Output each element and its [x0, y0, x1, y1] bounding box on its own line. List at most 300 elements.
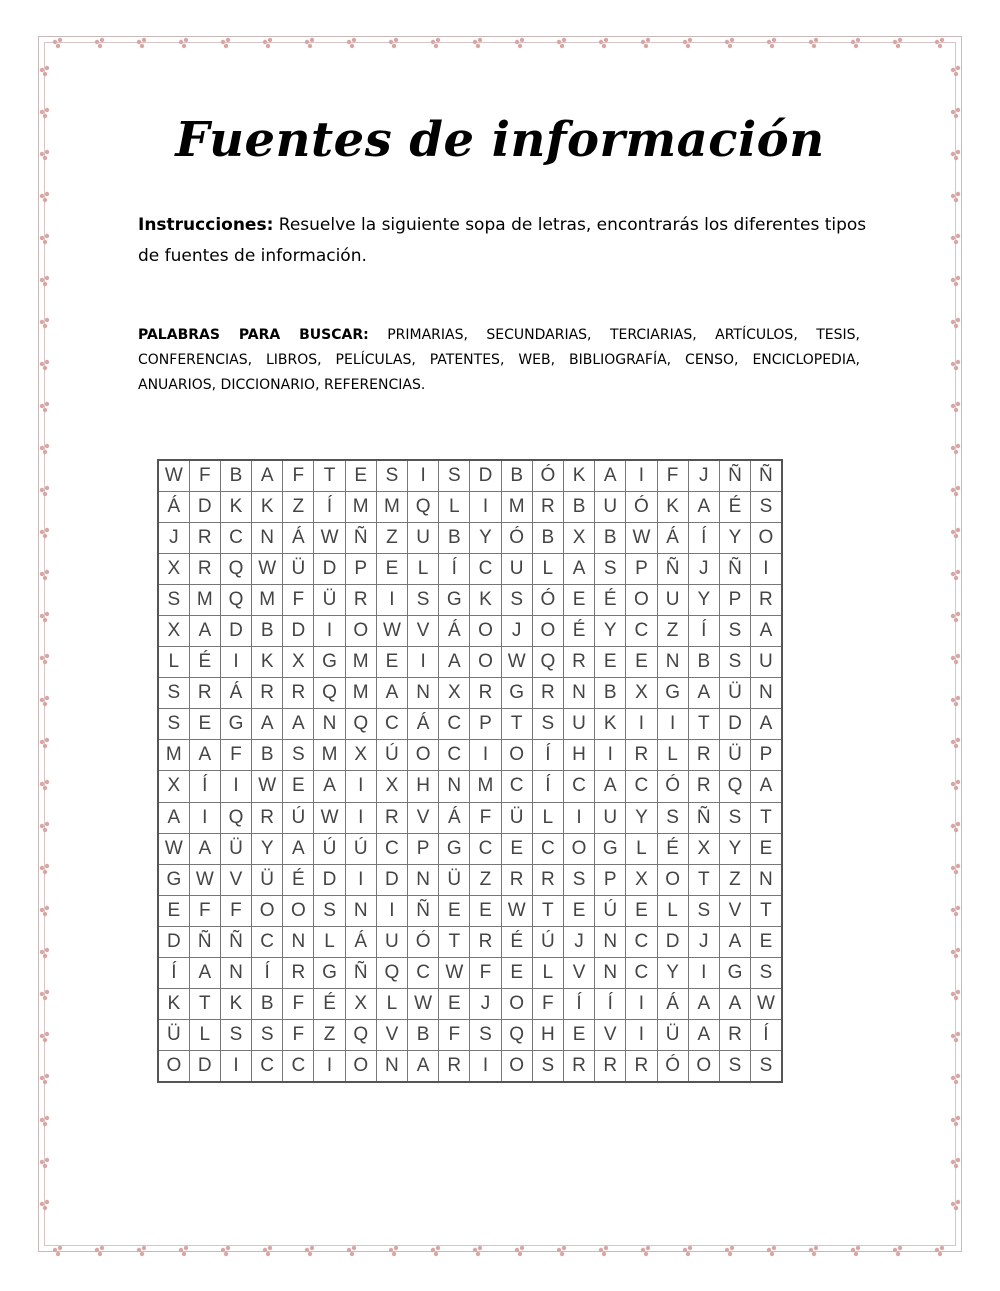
grid-cell[interactable]: N	[595, 926, 626, 957]
grid-cell[interactable]: O	[626, 584, 657, 615]
grid-cell[interactable]: Ó	[501, 522, 532, 553]
grid-cell[interactable]: I	[408, 647, 439, 678]
grid-cell[interactable]: C	[252, 1051, 283, 1082]
grid-cell[interactable]: G	[719, 958, 750, 989]
grid-cell[interactable]: L	[158, 647, 189, 678]
grid-cell[interactable]: Q	[719, 771, 750, 802]
grid-cell[interactable]: Ñ	[345, 958, 376, 989]
grid-cell[interactable]: M	[345, 678, 376, 709]
grid-cell[interactable]: T	[189, 989, 220, 1020]
grid-cell[interactable]: R	[252, 802, 283, 833]
grid-cell[interactable]: S	[751, 1051, 782, 1082]
grid-cell[interactable]: T	[751, 895, 782, 926]
grid-cell[interactable]: Q	[408, 491, 439, 522]
grid-cell[interactable]: Ü	[314, 584, 345, 615]
grid-cell[interactable]: M	[314, 740, 345, 771]
grid-cell[interactable]: F	[657, 460, 688, 491]
grid-cell[interactable]: Ñ	[719, 553, 750, 584]
grid-cell[interactable]: Ú	[532, 926, 563, 957]
grid-cell[interactable]: I	[563, 802, 594, 833]
grid-cell[interactable]: S	[719, 615, 750, 646]
grid-cell[interactable]: Q	[376, 958, 407, 989]
grid-cell[interactable]: T	[532, 895, 563, 926]
grid-cell[interactable]: Z	[376, 522, 407, 553]
grid-cell[interactable]: P	[408, 833, 439, 864]
grid-cell[interactable]: G	[158, 864, 189, 895]
grid-cell[interactable]: E	[345, 460, 376, 491]
grid-cell[interactable]: F	[220, 740, 251, 771]
grid-cell[interactable]: I	[751, 553, 782, 584]
grid-cell[interactable]: S	[501, 584, 532, 615]
grid-cell[interactable]: Q	[220, 553, 251, 584]
grid-cell[interactable]: Ú	[283, 802, 314, 833]
grid-cell[interactable]: D	[376, 864, 407, 895]
grid-cell[interactable]: A	[189, 740, 220, 771]
grid-cell[interactable]: E	[283, 771, 314, 802]
grid-cell[interactable]: C	[439, 709, 470, 740]
grid-cell[interactable]: R	[595, 1051, 626, 1082]
grid-cell[interactable]: Q	[532, 647, 563, 678]
grid-cell[interactable]: F	[283, 1020, 314, 1051]
grid-cell[interactable]: S	[595, 553, 626, 584]
grid-cell[interactable]: F	[220, 895, 251, 926]
grid-cell[interactable]: S	[439, 460, 470, 491]
grid-cell[interactable]: O	[532, 615, 563, 646]
grid-cell[interactable]: Z	[470, 864, 501, 895]
grid-cell[interactable]: Y	[719, 522, 750, 553]
grid-cell[interactable]: W	[189, 864, 220, 895]
grid-cell[interactable]: G	[220, 709, 251, 740]
grid-cell[interactable]: R	[283, 678, 314, 709]
grid-cell[interactable]: A	[283, 709, 314, 740]
grid-cell[interactable]: A	[252, 460, 283, 491]
grid-cell[interactable]: D	[158, 926, 189, 957]
grid-cell[interactable]: B	[220, 460, 251, 491]
grid-cell[interactable]: E	[501, 958, 532, 989]
grid-cell[interactable]: Á	[345, 926, 376, 957]
grid-cell[interactable]: E	[376, 647, 407, 678]
grid-cell[interactable]: U	[501, 553, 532, 584]
grid-cell[interactable]: K	[252, 647, 283, 678]
grid-cell[interactable]: Á	[657, 989, 688, 1020]
grid-cell[interactable]: E	[501, 833, 532, 864]
grid-cell[interactable]: I	[470, 1051, 501, 1082]
grid-cell[interactable]: G	[439, 584, 470, 615]
grid-cell[interactable]: C	[252, 926, 283, 957]
grid-cell[interactable]: O	[563, 833, 594, 864]
grid-cell[interactable]: Y	[470, 522, 501, 553]
grid-cell[interactable]: N	[220, 958, 251, 989]
grid-cell[interactable]: S	[408, 584, 439, 615]
grid-cell[interactable]: R	[626, 740, 657, 771]
grid-cell[interactable]: É	[657, 833, 688, 864]
grid-cell[interactable]: Ñ	[189, 926, 220, 957]
grid-cell[interactable]: D	[220, 615, 251, 646]
grid-cell[interactable]: Ü	[220, 833, 251, 864]
grid-cell[interactable]: R	[501, 864, 532, 895]
grid-cell[interactable]: L	[657, 895, 688, 926]
grid-cell[interactable]: N	[595, 958, 626, 989]
grid-cell[interactable]: P	[470, 709, 501, 740]
grid-cell[interactable]: F	[283, 989, 314, 1020]
grid-cell[interactable]: Y	[719, 833, 750, 864]
grid-cell[interactable]: I	[376, 584, 407, 615]
grid-cell[interactable]: T	[751, 802, 782, 833]
grid-cell[interactable]: X	[283, 647, 314, 678]
grid-cell[interactable]: Á	[158, 491, 189, 522]
grid-cell[interactable]: Ú	[376, 740, 407, 771]
grid-cell[interactable]: É	[501, 926, 532, 957]
grid-cell[interactable]: Í	[158, 958, 189, 989]
grid-cell[interactable]: C	[501, 771, 532, 802]
grid-cell[interactable]: Í	[532, 740, 563, 771]
grid-cell[interactable]: W	[751, 989, 782, 1020]
grid-cell[interactable]: R	[252, 678, 283, 709]
grid-cell[interactable]: I	[470, 491, 501, 522]
grid-cell[interactable]: H	[563, 740, 594, 771]
grid-cell[interactable]: C	[376, 833, 407, 864]
grid-cell[interactable]: S	[719, 802, 750, 833]
grid-cell[interactable]: Ó	[657, 1051, 688, 1082]
grid-cell[interactable]: R	[563, 647, 594, 678]
grid-cell[interactable]: G	[314, 647, 345, 678]
grid-cell[interactable]: Z	[283, 491, 314, 522]
grid-cell[interactable]: W	[314, 802, 345, 833]
grid-cell[interactable]: L	[657, 740, 688, 771]
grid-cell[interactable]: G	[314, 958, 345, 989]
grid-cell[interactable]: I	[189, 802, 220, 833]
grid-cell[interactable]: E	[751, 833, 782, 864]
grid-cell[interactable]: O	[158, 1051, 189, 1082]
grid-cell[interactable]: B	[563, 491, 594, 522]
grid-cell[interactable]: D	[314, 864, 345, 895]
grid-cell[interactable]: R	[688, 740, 719, 771]
grid-cell[interactable]: D	[470, 460, 501, 491]
grid-cell[interactable]: K	[220, 989, 251, 1020]
grid-cell[interactable]: A	[252, 709, 283, 740]
grid-cell[interactable]: U	[751, 647, 782, 678]
grid-cell[interactable]: E	[470, 895, 501, 926]
grid-cell[interactable]: D	[314, 553, 345, 584]
grid-cell[interactable]: S	[657, 802, 688, 833]
grid-cell[interactable]: B	[595, 522, 626, 553]
grid-cell[interactable]: P	[719, 584, 750, 615]
grid-cell[interactable]: Y	[626, 802, 657, 833]
grid-cell[interactable]: S	[158, 584, 189, 615]
grid-cell[interactable]: S	[376, 460, 407, 491]
grid-cell[interactable]: E	[158, 895, 189, 926]
grid-cell[interactable]: C	[470, 833, 501, 864]
grid-cell[interactable]: A	[751, 709, 782, 740]
grid-cell[interactable]: W	[158, 460, 189, 491]
grid-cell[interactable]: E	[376, 553, 407, 584]
grid-cell[interactable]: M	[470, 771, 501, 802]
grid-cell[interactable]: L	[532, 553, 563, 584]
grid-cell[interactable]: W	[408, 989, 439, 1020]
grid-cell[interactable]: Í	[252, 958, 283, 989]
grid-cell[interactable]: V	[376, 1020, 407, 1051]
grid-cell[interactable]: I	[220, 647, 251, 678]
grid-cell[interactable]: Q	[345, 1020, 376, 1051]
grid-cell[interactable]: E	[595, 647, 626, 678]
grid-cell[interactable]: M	[158, 740, 189, 771]
grid-cell[interactable]: W	[439, 958, 470, 989]
grid-cell[interactable]: G	[501, 678, 532, 709]
grid-cell[interactable]: I	[314, 615, 345, 646]
grid-cell[interactable]: R	[345, 584, 376, 615]
grid-cell[interactable]: A	[751, 615, 782, 646]
grid-cell[interactable]: V	[408, 802, 439, 833]
grid-cell[interactable]: N	[751, 864, 782, 895]
grid-cell[interactable]: B	[688, 647, 719, 678]
grid-cell[interactable]: F	[283, 584, 314, 615]
grid-cell[interactable]: Ü	[719, 740, 750, 771]
grid-cell[interactable]: Z	[719, 864, 750, 895]
grid-cell[interactable]: Ñ	[408, 895, 439, 926]
grid-cell[interactable]: B	[252, 989, 283, 1020]
grid-cell[interactable]: W	[252, 771, 283, 802]
grid-cell[interactable]: C	[532, 833, 563, 864]
grid-cell[interactable]: K	[563, 460, 594, 491]
grid-cell[interactable]: E	[626, 647, 657, 678]
grid-cell[interactable]: T	[314, 460, 345, 491]
grid-cell[interactable]: C	[626, 958, 657, 989]
grid-cell[interactable]: N	[345, 895, 376, 926]
grid-cell[interactable]: E	[439, 989, 470, 1020]
grid-cell[interactable]: Á	[220, 678, 251, 709]
grid-cell[interactable]: A	[439, 647, 470, 678]
grid-cell[interactable]: Ñ	[719, 460, 750, 491]
grid-cell[interactable]: O	[501, 1051, 532, 1082]
grid-cell[interactable]: N	[408, 864, 439, 895]
grid-cell[interactable]: F	[283, 460, 314, 491]
grid-cell[interactable]: N	[563, 678, 594, 709]
grid-cell[interactable]: A	[688, 989, 719, 1020]
grid-cell[interactable]: A	[189, 958, 220, 989]
grid-cell[interactable]: A	[688, 1020, 719, 1051]
grid-cell[interactable]: Y	[688, 584, 719, 615]
grid-cell[interactable]: X	[626, 678, 657, 709]
grid-cell[interactable]: T	[501, 709, 532, 740]
grid-cell[interactable]: O	[501, 989, 532, 1020]
grid-cell[interactable]: Ü	[719, 678, 750, 709]
grid-cell[interactable]: I	[470, 740, 501, 771]
grid-cell[interactable]: A	[376, 678, 407, 709]
grid-cell[interactable]: L	[532, 802, 563, 833]
grid-cell[interactable]: D	[189, 1051, 220, 1082]
grid-cell[interactable]: X	[563, 522, 594, 553]
grid-cell[interactable]: Ü	[439, 864, 470, 895]
grid-cell[interactable]: R	[532, 864, 563, 895]
grid-cell[interactable]: L	[189, 1020, 220, 1051]
grid-cell[interactable]: C	[626, 615, 657, 646]
grid-cell[interactable]: N	[252, 522, 283, 553]
grid-cell[interactable]: M	[376, 491, 407, 522]
grid-cell[interactable]: I	[626, 1020, 657, 1051]
grid-cell[interactable]: X	[158, 615, 189, 646]
grid-cell[interactable]: J	[501, 615, 532, 646]
grid-cell[interactable]: A	[283, 833, 314, 864]
grid-cell[interactable]: B	[252, 615, 283, 646]
grid-cell[interactable]: Ó	[408, 926, 439, 957]
grid-cell[interactable]: É	[283, 864, 314, 895]
grid-cell[interactable]: Á	[408, 709, 439, 740]
grid-cell[interactable]: C	[470, 553, 501, 584]
grid-cell[interactable]: Ó	[532, 460, 563, 491]
grid-cell[interactable]: X	[158, 553, 189, 584]
grid-cell[interactable]: Z	[657, 615, 688, 646]
grid-cell[interactable]: Ü	[501, 802, 532, 833]
grid-cell[interactable]: I	[376, 895, 407, 926]
grid-cell[interactable]: L	[408, 553, 439, 584]
grid-cell[interactable]: E	[563, 1020, 594, 1051]
grid-cell[interactable]: I	[657, 709, 688, 740]
grid-cell[interactable]: R	[532, 678, 563, 709]
grid-cell[interactable]: S	[688, 895, 719, 926]
grid-cell[interactable]: X	[688, 833, 719, 864]
grid-cell[interactable]: Q	[345, 709, 376, 740]
grid-cell[interactable]: M	[345, 647, 376, 678]
grid-cell[interactable]: W	[314, 522, 345, 553]
grid-cell[interactable]: V	[595, 1020, 626, 1051]
grid-cell[interactable]: B	[532, 522, 563, 553]
grid-cell[interactable]: Ü	[158, 1020, 189, 1051]
grid-cell[interactable]: É	[719, 491, 750, 522]
grid-cell[interactable]: U	[595, 491, 626, 522]
grid-cell[interactable]: R	[719, 1020, 750, 1051]
grid-cell[interactable]: O	[345, 615, 376, 646]
grid-cell[interactable]: L	[376, 989, 407, 1020]
grid-cell[interactable]: Í	[189, 771, 220, 802]
grid-cell[interactable]: T	[688, 864, 719, 895]
grid-cell[interactable]: J	[688, 460, 719, 491]
grid-cell[interactable]: N	[314, 709, 345, 740]
grid-cell[interactable]: Ú	[345, 833, 376, 864]
grid-cell[interactable]: A	[688, 491, 719, 522]
grid-cell[interactable]: R	[563, 1051, 594, 1082]
grid-cell[interactable]: V	[408, 615, 439, 646]
grid-cell[interactable]: X	[626, 864, 657, 895]
grid-cell[interactable]: N	[439, 771, 470, 802]
grid-cell[interactable]: C	[563, 771, 594, 802]
grid-cell[interactable]: A	[595, 460, 626, 491]
grid-cell[interactable]: R	[439, 1051, 470, 1082]
grid-cell[interactable]: I	[220, 771, 251, 802]
grid-cell[interactable]: E	[626, 895, 657, 926]
grid-cell[interactable]: R	[626, 1051, 657, 1082]
grid-cell[interactable]: G	[439, 833, 470, 864]
grid-cell[interactable]: I	[626, 709, 657, 740]
grid-cell[interactable]: G	[595, 833, 626, 864]
grid-cell[interactable]: C	[376, 709, 407, 740]
grid-cell[interactable]: X	[345, 740, 376, 771]
grid-cell[interactable]: P	[626, 553, 657, 584]
grid-cell[interactable]: F	[470, 958, 501, 989]
grid-cell[interactable]: B	[501, 460, 532, 491]
grid-cell[interactable]: Ó	[626, 491, 657, 522]
grid-cell[interactable]: O	[751, 522, 782, 553]
grid-cell[interactable]: X	[439, 678, 470, 709]
grid-cell[interactable]: F	[470, 802, 501, 833]
grid-cell[interactable]: V	[220, 864, 251, 895]
grid-cell[interactable]: S	[532, 709, 563, 740]
grid-cell[interactable]: L	[532, 958, 563, 989]
grid-cell[interactable]: B	[408, 1020, 439, 1051]
grid-cell[interactable]: Ó	[532, 584, 563, 615]
grid-cell[interactable]: C	[283, 1051, 314, 1082]
grid-cell[interactable]: Í	[439, 553, 470, 584]
grid-cell[interactable]: C	[439, 740, 470, 771]
grid-cell[interactable]: K	[220, 491, 251, 522]
grid-cell[interactable]: D	[657, 926, 688, 957]
grid-cell[interactable]: W	[158, 833, 189, 864]
grid-cell[interactable]: Í	[688, 615, 719, 646]
grid-cell[interactable]: A	[189, 833, 220, 864]
grid-cell[interactable]: A	[408, 1051, 439, 1082]
grid-cell[interactable]: O	[408, 740, 439, 771]
grid-cell[interactable]: O	[470, 647, 501, 678]
grid-cell[interactable]: C	[220, 522, 251, 553]
grid-cell[interactable]: U	[563, 709, 594, 740]
grid-cell[interactable]: W	[626, 522, 657, 553]
grid-cell[interactable]: R	[376, 802, 407, 833]
grid-cell[interactable]: E	[563, 584, 594, 615]
grid-cell[interactable]: A	[751, 771, 782, 802]
grid-cell[interactable]: Q	[220, 802, 251, 833]
grid-cell[interactable]: S	[283, 740, 314, 771]
grid-cell[interactable]: R	[751, 584, 782, 615]
grid-cell[interactable]: Ñ	[688, 802, 719, 833]
grid-cell[interactable]: R	[688, 771, 719, 802]
grid-cell[interactable]: U	[376, 926, 407, 957]
grid-cell[interactable]: K	[252, 491, 283, 522]
grid-cell[interactable]: Ú	[314, 833, 345, 864]
grid-cell[interactable]: V	[719, 895, 750, 926]
grid-cell[interactable]: X	[158, 771, 189, 802]
grid-cell[interactable]: R	[189, 678, 220, 709]
grid-cell[interactable]: Á	[439, 802, 470, 833]
grid-cell[interactable]: Ü	[657, 1020, 688, 1051]
grid-cell[interactable]: C	[408, 958, 439, 989]
grid-cell[interactable]: S	[719, 647, 750, 678]
grid-cell[interactable]: A	[189, 615, 220, 646]
grid-cell[interactable]: I	[626, 989, 657, 1020]
grid-cell[interactable]: J	[688, 553, 719, 584]
grid-cell[interactable]: Á	[439, 615, 470, 646]
grid-cell[interactable]: L	[439, 491, 470, 522]
grid-cell[interactable]: S	[220, 1020, 251, 1051]
grid-cell[interactable]: S	[252, 1020, 283, 1051]
grid-cell[interactable]: T	[688, 709, 719, 740]
grid-cell[interactable]: Í	[751, 1020, 782, 1051]
grid-cell[interactable]: E	[189, 709, 220, 740]
grid-cell[interactable]: M	[189, 584, 220, 615]
grid-cell[interactable]: I	[220, 1051, 251, 1082]
grid-cell[interactable]: Z	[314, 1020, 345, 1051]
grid-cell[interactable]: C	[626, 771, 657, 802]
grid-cell[interactable]: J	[688, 926, 719, 957]
grid-cell[interactable]: V	[563, 958, 594, 989]
grid-cell[interactable]: P	[751, 740, 782, 771]
grid-cell[interactable]: Ñ	[751, 460, 782, 491]
grid-cell[interactable]: U	[657, 584, 688, 615]
grid-cell[interactable]: Y	[657, 958, 688, 989]
grid-cell[interactable]: W	[252, 553, 283, 584]
grid-cell[interactable]: O	[470, 615, 501, 646]
grid-cell[interactable]: A	[719, 926, 750, 957]
grid-cell[interactable]: I	[408, 460, 439, 491]
grid-cell[interactable]: D	[283, 615, 314, 646]
